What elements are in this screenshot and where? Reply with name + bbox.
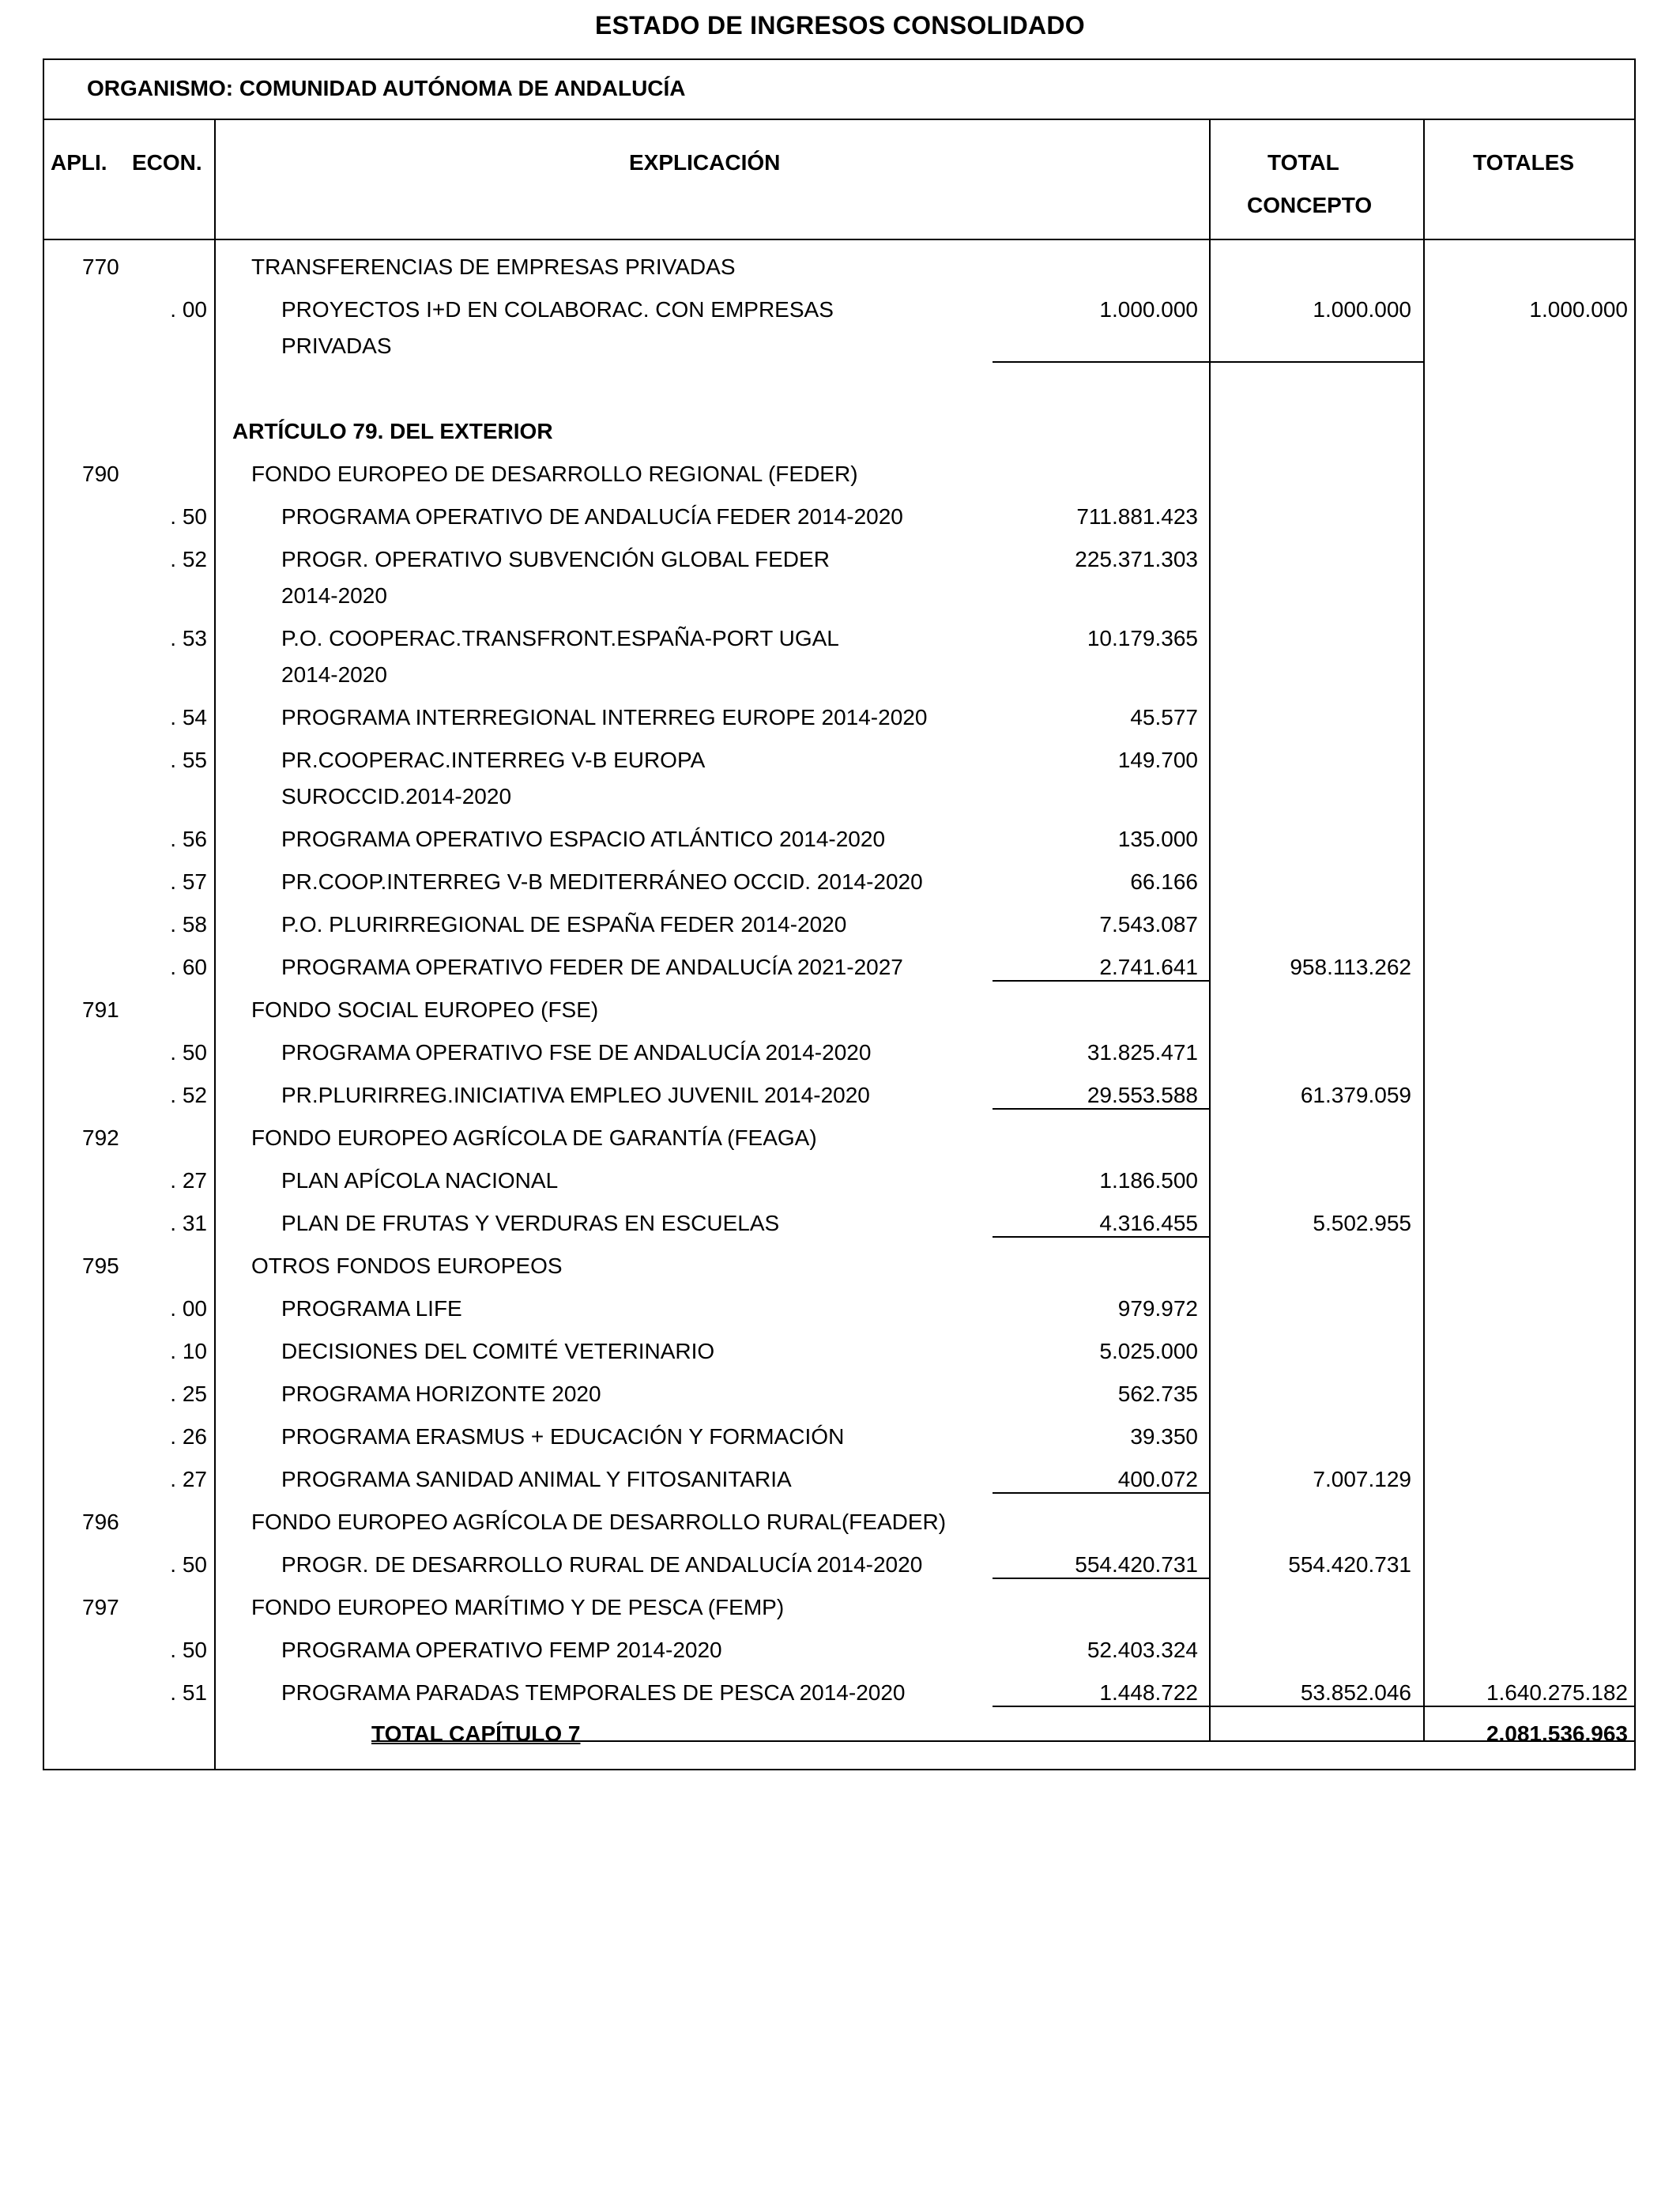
econ-code: . 27 <box>170 1168 207 1193</box>
row-description: PROGRAMA ERASMUS + EDUCACIÓN Y FORMACIÓN <box>281 1424 845 1449</box>
row-description: PROGRAMA OPERATIVO FSE DE ANDALUCÍA 2014-2020 <box>281 1040 872 1065</box>
table-row <box>0 1672 1680 1715</box>
row-description: PROGRAMA LIFE <box>281 1296 462 1321</box>
row-total-concepto: 554.420.731 <box>1288 1552 1411 1577</box>
article-heading-row <box>0 411 1680 454</box>
row-amount: 1.000.000 <box>1099 297 1198 322</box>
row-amount: 1.186.500 <box>1099 1168 1198 1193</box>
econ-code: . 50 <box>170 1552 207 1577</box>
apli-code: 796 <box>82 1510 119 1534</box>
organismo-label: ORGANISMO: COMUNIDAD AUTÓNOMA DE ANDALUCÍA <box>87 76 686 100</box>
table-row <box>0 990 1680 1032</box>
subtotal-rule <box>993 1578 1209 1579</box>
header-totales: TOTALES <box>1473 150 1575 175</box>
row-description: DECISIONES DEL COMITÉ VETERINARIO <box>281 1339 715 1363</box>
econ-code: . 57 <box>170 869 207 894</box>
row-description: PROGRAMA OPERATIVO ESPACIO ATLÁNTICO 2014-2020 <box>281 827 886 851</box>
row-total-concepto: 1.000.000 <box>1313 297 1411 322</box>
table-row-continuation <box>0 654 1680 697</box>
row-total-concepto: 5.502.955 <box>1313 1211 1411 1235</box>
row-description-line2: 2014-2020 <box>281 662 387 687</box>
table-row <box>0 1502 1680 1544</box>
econ-code: . 56 <box>170 827 207 851</box>
row-amount: 1.448.722 <box>1099 1680 1198 1705</box>
table-row <box>0 1075 1680 1118</box>
row-description: P.O. COOPERAC.TRANSFRONT.ESPAÑA-PORT UGAL <box>281 626 839 650</box>
total-rule <box>371 1740 1636 1742</box>
table-row <box>0 1587 1680 1630</box>
econ-code: . 50 <box>170 1638 207 1662</box>
row-description: PR.PLURIRREG.INICIATIVA EMPLEO JUVENIL 2014-2020 <box>281 1083 870 1107</box>
header-econ: ECON. <box>132 150 202 175</box>
subtotal-rule <box>993 361 1423 363</box>
apli-code: 792 <box>82 1125 119 1150</box>
econ-code: . 31 <box>170 1211 207 1235</box>
table-row <box>0 947 1680 990</box>
econ-code: . 60 <box>170 955 207 979</box>
row-amount: 45.577 <box>1130 705 1198 729</box>
organismo-divider <box>43 119 1636 120</box>
row-total-concepto: 61.379.059 <box>1300 1083 1411 1107</box>
row-amount: 554.420.731 <box>1075 1552 1198 1577</box>
econ-code: . 10 <box>170 1339 207 1363</box>
row-total-concepto: 7.007.129 <box>1313 1467 1411 1491</box>
segment-line <box>1423 361 1425 410</box>
row-total-concepto: 958.113.262 <box>1290 955 1411 979</box>
table-row <box>0 1459 1680 1502</box>
row-description: PR.COOP.INTERREG V-B MEDITERRÁNEO OCCID. 2014-2020 <box>281 869 923 894</box>
subtotal-rule <box>993 1108 1209 1110</box>
total-label: TOTAL CAPÍTULO 7 <box>371 1721 581 1746</box>
econ-code: . 52 <box>170 1083 207 1107</box>
row-amount: 711.881.423 <box>1076 504 1198 529</box>
row-amount: 2.741.641 <box>1099 955 1198 979</box>
row-amount: 562.735 <box>1117 1382 1198 1406</box>
header-total: TOTAL <box>1268 150 1339 175</box>
row-description: PLAN APÍCOLA NACIONAL <box>281 1168 559 1193</box>
row-totales: 1.640.275.182 <box>1486 1680 1628 1705</box>
subtotal-rule <box>993 1492 1209 1494</box>
row-amount: 5.025.000 <box>1099 1339 1198 1363</box>
table-row <box>0 1416 1680 1459</box>
row-amount: 135.000 <box>1117 827 1198 851</box>
row-description-line2: PRIVADAS <box>281 334 392 358</box>
article-heading: ARTÍCULO 79. DEL EXTERIOR <box>232 419 553 443</box>
row-amount: 10.179.365 <box>1087 626 1198 650</box>
row-description: PROGR. DE DESARROLLO RURAL DE ANDALUCÍA 2014-2020 <box>281 1552 923 1577</box>
econ-code: . 53 <box>170 626 207 650</box>
row-description: PROGRAMA SANIDAD ANIMAL Y FITOSANITARIA <box>281 1467 792 1491</box>
table-row-continuation <box>0 326 1680 368</box>
econ-code: . 26 <box>170 1424 207 1449</box>
header-explicacion: EXPLICACIÓN <box>629 150 781 175</box>
header-apli: APLI. <box>51 150 107 175</box>
row-amount: 7.543.087 <box>1099 912 1198 937</box>
row-amount: 149.700 <box>1117 748 1198 772</box>
header-divider <box>43 239 1636 240</box>
row-amount: 31.825.471 <box>1087 1040 1198 1065</box>
row-amount: 400.072 <box>1117 1467 1198 1491</box>
econ-code: . 51 <box>170 1680 207 1705</box>
document-title: ESTADO DE INGRESOS CONSOLIDADO <box>594 11 1085 40</box>
econ-code: . 52 <box>170 547 207 571</box>
total-value: 2.081.536.963 <box>1486 1721 1628 1746</box>
row-totales: 1.000.000 <box>1529 297 1628 322</box>
table-row <box>0 1203 1680 1246</box>
table-row-continuation <box>0 776 1680 819</box>
row-amount: 225.371.303 <box>1075 547 1198 571</box>
table-row <box>0 904 1680 947</box>
row-description: FONDO EUROPEO AGRÍCOLA DE DESARROLLO RURAL(FEADER) <box>251 1510 947 1534</box>
row-description-line2: 2014-2020 <box>281 583 387 608</box>
apli-code: 797 <box>82 1595 119 1619</box>
table-row <box>0 819 1680 861</box>
row-description: PROYECTOS I+D EN COLABORAC. CON EMPRESAS <box>281 297 834 322</box>
row-amount: 39.350 <box>1130 1424 1198 1449</box>
row-description: FONDO EUROPEO DE DESARROLLO REGIONAL (FEDER) <box>251 462 858 486</box>
econ-code: . 27 <box>170 1467 207 1491</box>
segment-line <box>1209 361 1211 410</box>
row-amount: 29.553.588 <box>1087 1083 1198 1107</box>
row-description: FONDO EUROPEO MARÍTIMO Y DE PESCA (FEMP) <box>251 1595 785 1619</box>
econ-code: . 00 <box>170 1296 207 1321</box>
econ-code: . 00 <box>170 297 207 322</box>
row-amount: 66.166 <box>1130 869 1198 894</box>
table-row <box>0 1544 1680 1587</box>
table-row-continuation <box>0 575 1680 618</box>
table-row <box>0 247 1680 289</box>
subtotal-rule <box>993 1236 1209 1238</box>
table-row <box>0 1630 1680 1672</box>
table-row <box>0 861 1680 904</box>
table-row <box>0 1118 1680 1160</box>
row-amount: 979.972 <box>1117 1296 1198 1321</box>
row-description: PLAN DE FRUTAS Y VERDURAS EN ESCUELAS <box>281 1211 780 1235</box>
apli-code: 795 <box>82 1253 119 1278</box>
row-description: PR.COOPERAC.INTERREG V-B EUROPA <box>281 748 706 772</box>
row-description: TRANSFERENCIAS DE EMPRESAS PRIVADAS <box>251 254 736 279</box>
row-description: PROGR. OPERATIVO SUBVENCIÓN GLOBAL FEDER <box>281 547 830 571</box>
row-description: PROGRAMA OPERATIVO FEDER DE ANDALUCÍA 2021-2027 <box>281 955 903 979</box>
row-description-line2: SUROCCID.2014-2020 <box>281 784 512 809</box>
table-row <box>0 1246 1680 1288</box>
econ-code: . 50 <box>170 504 207 529</box>
row-description: PROGRAMA INTERREGIONAL INTERREG EUROPE 2014-2020 <box>281 705 928 729</box>
table-row <box>0 1331 1680 1374</box>
row-description: PROGRAMA HORIZONTE 2020 <box>281 1382 601 1406</box>
table-row <box>0 1374 1680 1416</box>
table-row <box>0 1032 1680 1075</box>
subtotal-rule <box>993 1706 1636 1707</box>
row-description: FONDO SOCIAL EUROPEO (FSE) <box>251 997 599 1022</box>
table-row <box>0 496 1680 539</box>
econ-code: . 50 <box>170 1040 207 1065</box>
row-description: PROGRAMA PARADAS TEMPORALES DE PESCA 2014-2020 <box>281 1680 906 1705</box>
table-row <box>0 454 1680 496</box>
econ-code: . 25 <box>170 1382 207 1406</box>
econ-code: . 54 <box>170 705 207 729</box>
row-amount: 4.316.455 <box>1099 1211 1198 1235</box>
row-description: PROGRAMA OPERATIVO FEMP 2014-2020 <box>281 1638 722 1662</box>
total-row <box>0 1713 1680 1756</box>
apli-code: 790 <box>82 462 119 486</box>
row-description: PROGRAMA OPERATIVO DE ANDALUCÍA FEDER 2014-2020 <box>281 504 903 529</box>
econ-code: . 55 <box>170 748 207 772</box>
header-concepto: CONCEPTO <box>1247 193 1373 217</box>
apli-code: 770 <box>82 254 119 279</box>
table-row <box>0 1160 1680 1203</box>
table-row <box>0 697 1680 740</box>
row-total-concepto: 53.852.046 <box>1300 1680 1411 1705</box>
apli-code: 791 <box>82 997 119 1022</box>
econ-code: . 58 <box>170 912 207 937</box>
row-description: FONDO EUROPEO AGRÍCOLA DE GARANTÍA (FEAGA) <box>251 1125 817 1150</box>
row-amount: 52.403.324 <box>1087 1638 1198 1662</box>
row-description: OTROS FONDOS EUROPEOS <box>251 1253 563 1278</box>
table-row <box>0 1288 1680 1331</box>
row-description: P.O. PLURIRREGIONAL DE ESPAÑA FEDER 2014-2020 <box>281 912 847 937</box>
subtotal-rule <box>993 980 1209 982</box>
